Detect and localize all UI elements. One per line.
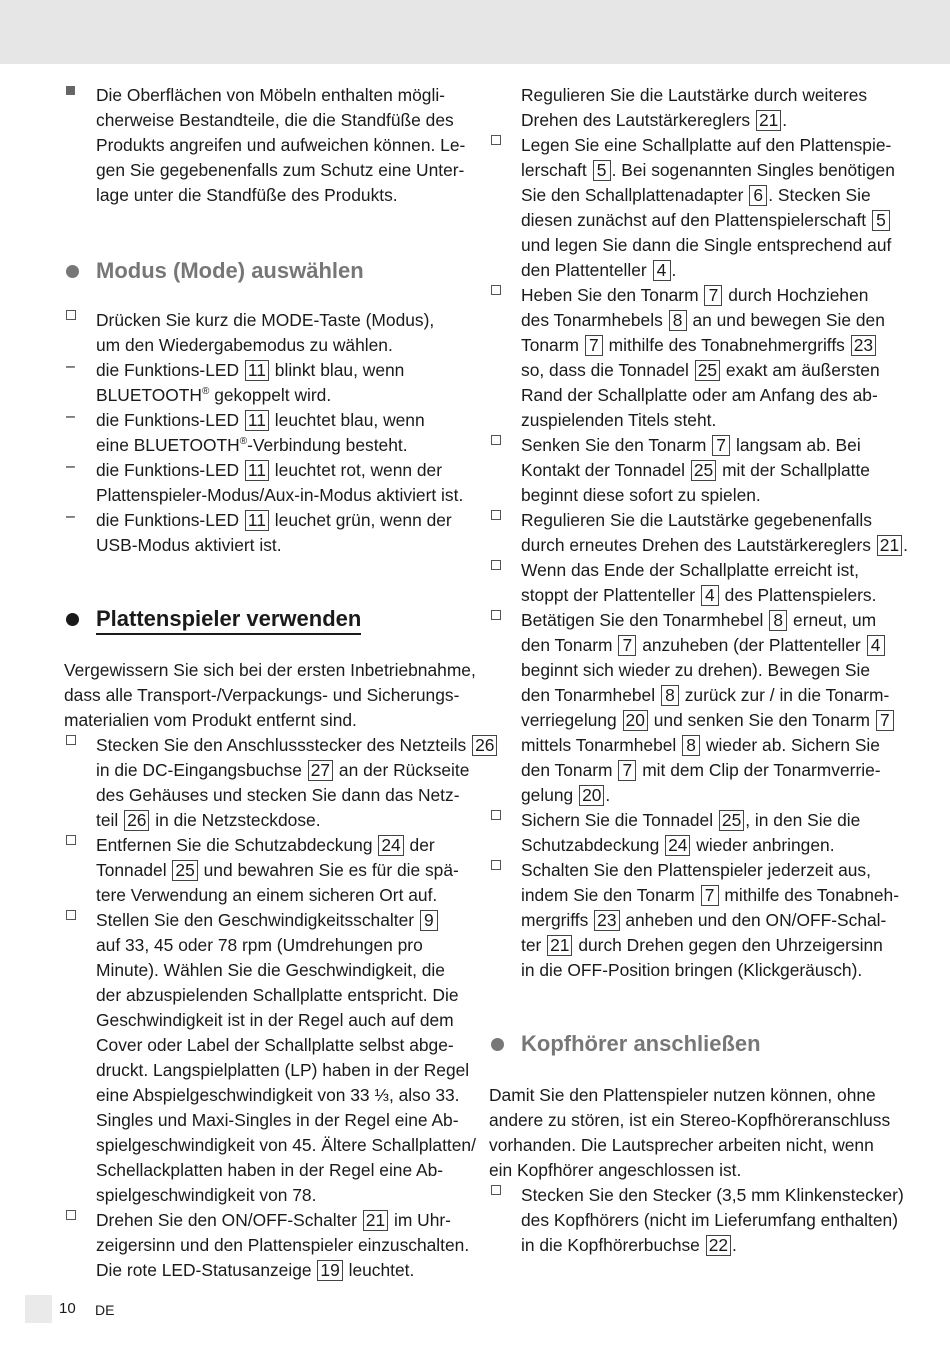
ref-number: 26 [124,810,149,831]
ref-number: 19 [317,1260,342,1281]
ref-number: 23 [851,335,876,356]
checkbox-icon [489,508,521,526]
list-item: – die Funktions-LED 11 leuchtet rot, wenn der Plattenspieler-Modus/Aux-in-Modus aktiviert ist. [66,458,464,505]
checkbox-icon [64,833,96,851]
list-item: – die Funktions-LED 11 leuchet grün, wenn der USB-Modus aktiviert ist. [66,508,452,555]
continued-text: Regulieren Sie die Lautstärke durch weiteres Drehen des Lautstärkereglers 21 . [521,85,868,130]
ref-number: 7 [618,635,636,656]
ref-number: 8 [682,735,700,756]
ref-number: 21 [547,935,572,956]
dash-icon: – [66,358,75,375]
ref-number: 4 [653,260,671,281]
heading-bullet-icon [66,265,79,278]
ref-number: 21 [363,1210,388,1231]
text-line: Die Oberflächen von Möbeln enthalten mögli- [96,85,445,105]
heading-bullet-icon [491,1038,504,1051]
ref-number: 8 [661,685,679,706]
checkbox-icon [489,608,521,626]
dash-icon: – [66,458,75,475]
ref-number: 7 [585,335,603,356]
text-line: Produkts angreifen und aufweichen können. Le- [96,135,466,155]
ref-number: 7 [704,285,722,306]
list-item: Stecken Sie den Anschlussstecker des Netzteils 26 in die DC-Eingangsbuchse 27 an der Rückseite des Gehäuses und stecken Sie dann das Netz- teil 26 in die Netzsteckdose. [64,733,464,833]
section-heading: Kopfhörer anschließen [489,1029,889,1059]
list-item: Drücken Sie kurz die MODE-Taste (Modus), um den Wiedergabemodus zu wählen. [64,308,464,358]
list-item: Sichern Sie die Tonnadel 25 , in den Sie die Schutzabdeckung 24 wieder anbringen. [489,808,889,858]
ref-number: 7 [618,760,636,781]
text-line: lage unter die Standfüße des Produkts. [96,185,398,205]
ref-number: 7 [712,435,730,456]
ref-number: 7 [701,885,719,906]
ref-number: 22 [706,1235,731,1256]
ref-number: 11 [245,510,269,531]
ref-number: 20 [579,785,604,806]
list-item: Heben Sie den Tonarm 7 durch Hochziehen des Tonarmhebels 8 an und bewegen Sie den Tonarm 7 mithilfe des Tonabnehmergriffs 23 so, dass die Tonnadel 25 exakt am äußersten Rand der Schallplatte oder am Anfang des ab- zuspielenden Titels steht. [489,283,889,433]
ref-number: 24 [378,835,403,856]
list-item: – die Funktions-LED 11 blinkt blau, wenn BLUETOOTH® gekoppelt wird. [66,358,405,405]
list-item: – die Funktions-LED 11 leuchtet blau, wenn eine BLUETOOTH®-Verbindung besteht. [66,408,425,455]
list-item: Senken Sie den Tonarm 7 langsam ab. Bei Kontakt der Tonnadel 25 mit der Schallplatte beginnt diese sofort zu spielen. [489,433,889,508]
paragraph: Vergewissern Sie sich bei der ersten Inbetriebnahme, dass alle Transport-/Verpackungs- und Sicherungs- materialien vom Produkt entfernt sind. [64,660,476,730]
checkbox-icon [489,558,521,576]
text-line: cherweise Bestandteile, die die Standfüße des [96,110,454,130]
list-item: Legen Sie eine Schallplatte auf den Plattenspie- lerschaft 5 . Bei sogenannten Singles benötigen Sie den Schallplattenadapter 6 . Stecken Sie diesen zunächst auf den Plattenspielerschaft 5 und legen Sie dann die Single entsprechend auf den Plattenteller 4 . [489,133,889,283]
checkbox-icon [64,308,96,326]
list-item: Drehen Sie den ON/OFF-Schalter 21 im Uhr- zeigersinn und den Plattenspieler einzuschalten. Die rote LED-Statusanzeige 19 leuchtet. [64,1208,464,1283]
ref-number: 5 [872,210,890,231]
right-column [489,83,908,1258]
top-bar [0,0,950,64]
ref-number: 26 [472,735,497,756]
checkbox-icon [489,133,521,151]
list-item: Regulieren Sie die Lautstärke gegebenenfalls durch erneutes Drehen des Lautstärkereglers 21 . [489,508,889,558]
ref-number: 27 [308,760,333,781]
ref-number: 9 [420,910,438,931]
list-item: Wenn das Ende der Schallplatte erreicht ist, stoppt der Plattenteller 4 des Plattenspielers. [489,558,889,608]
text-line: gen Sie gegebenenfalls zum Schutz eine Unter- [96,160,465,180]
page-number: 10 [59,1300,76,1317]
ref-number: 11 [245,360,269,381]
list-item: Schalten Sie den Plattenspieler jederzeit aus, indem Sie den Tonarm 7 mithilfe des Tonabneh- mergriffs 23 anheben und den ON/OFF-Schal- ter 21 durch Drehen gegen den Uhrzeigersinn in die OFF-Position bringen (Klickgeräusch). [489,858,889,983]
ref-number: 4 [701,585,719,606]
ref-number: 25 [719,810,744,831]
ref-number: 25 [691,460,716,481]
ref-number: 21 [877,535,902,556]
ref-number: 7 [876,710,894,731]
section-heading: Plattenspieler verwenden [64,604,464,634]
bullet-square-icon [64,83,96,101]
ref-number: 6 [749,185,767,206]
ref-number: 8 [669,310,687,331]
page-tab-marker [25,1295,52,1323]
checkbox-icon [489,283,521,301]
list-item: Stecken Sie den Stecker (3,5 mm Klinkenstecker) des Kopfhörers (nicht im Lieferumfang enthalten) in die Kopfhörerbuchse 22 . [489,1183,889,1258]
list-item: Betätigen Sie den Tonarmhebel 8 erneut, um den Tonarm 7 anzuheben (der Plattenteller 4 beginnt sich wieder zu drehen). Bewegen Sie den Tonarmhebel 8 zurück zur / in die Tonarm- verriegelung 20 und senken Sie den Tonarm 7 mittels Tonarmhebel 8 wieder ab. Sichern Sie den Tonarm 7 mit dem Clip der Tonarmverrie- gelung 20 . [489,608,889,808]
list-item: Stellen Sie den Geschwindigkeitsschalter 9 auf 33, 45 oder 78 rpm (Umdrehungen pro Minute). Wählen Sie die Geschwindigkeit, die der abzuspielenden Schallplatte entspricht. Die Geschwindigkeit ist in der Regel auch auf dem Cover oder Label der Schallplatte selbst abge- druckt. Langspielplatten (LP) haben in der Regel eine Abspielgeschwindigkeit von 33 ⅓, also 33. Singles und Maxi-Singles in der Regel eine Ab- spielgeschwindigkeit von 45. Ältere Schallplatten/ Schellackplatten haben in der Regel eine Ab- spielgeschwindigkeit von 78. [64,908,464,1208]
ref-number: 4 [867,635,885,656]
checkbox-icon [489,1183,521,1201]
checkbox-icon [489,858,521,876]
dash-icon: – [66,408,75,425]
checkbox-icon [64,1208,96,1226]
language-code: DE [95,1302,115,1318]
ref-number: 11 [245,410,269,431]
left-column [64,83,495,1283]
ref-number: 5 [593,160,611,181]
dash-icon: – [66,508,75,525]
ref-number: 25 [172,860,197,881]
list-item [64,83,464,208]
ref-number: 20 [623,710,648,731]
section-heading: Modus (Mode) auswählen [64,256,464,286]
checkbox-icon [489,433,521,451]
paragraph: Damit Sie den Plattenspieler nutzen können, ohne andere zu stören, ist ein Stereo-Kopfhöreranschluss vorhanden. Die Lautsprecher arbeiten nicht, wenn ein Kopfhörer angeschlossen ist. [489,1085,891,1180]
ref-number: 24 [665,835,690,856]
ref-number: 11 [245,460,269,481]
ref-number: 21 [756,110,781,131]
ref-number: 25 [695,360,720,381]
checkbox-icon [64,733,96,751]
ref-number: 8 [769,610,787,631]
checkbox-icon [64,908,96,926]
checkbox-icon [489,808,521,826]
heading-bullet-icon [66,613,79,626]
list-item: Entfernen Sie die Schutzabdeckung 24 der Tonnadel 25 und bewahren Sie es für die spä- tere Verwendung an einem sicheren Ort auf. [64,833,464,908]
ref-number: 23 [594,910,619,931]
